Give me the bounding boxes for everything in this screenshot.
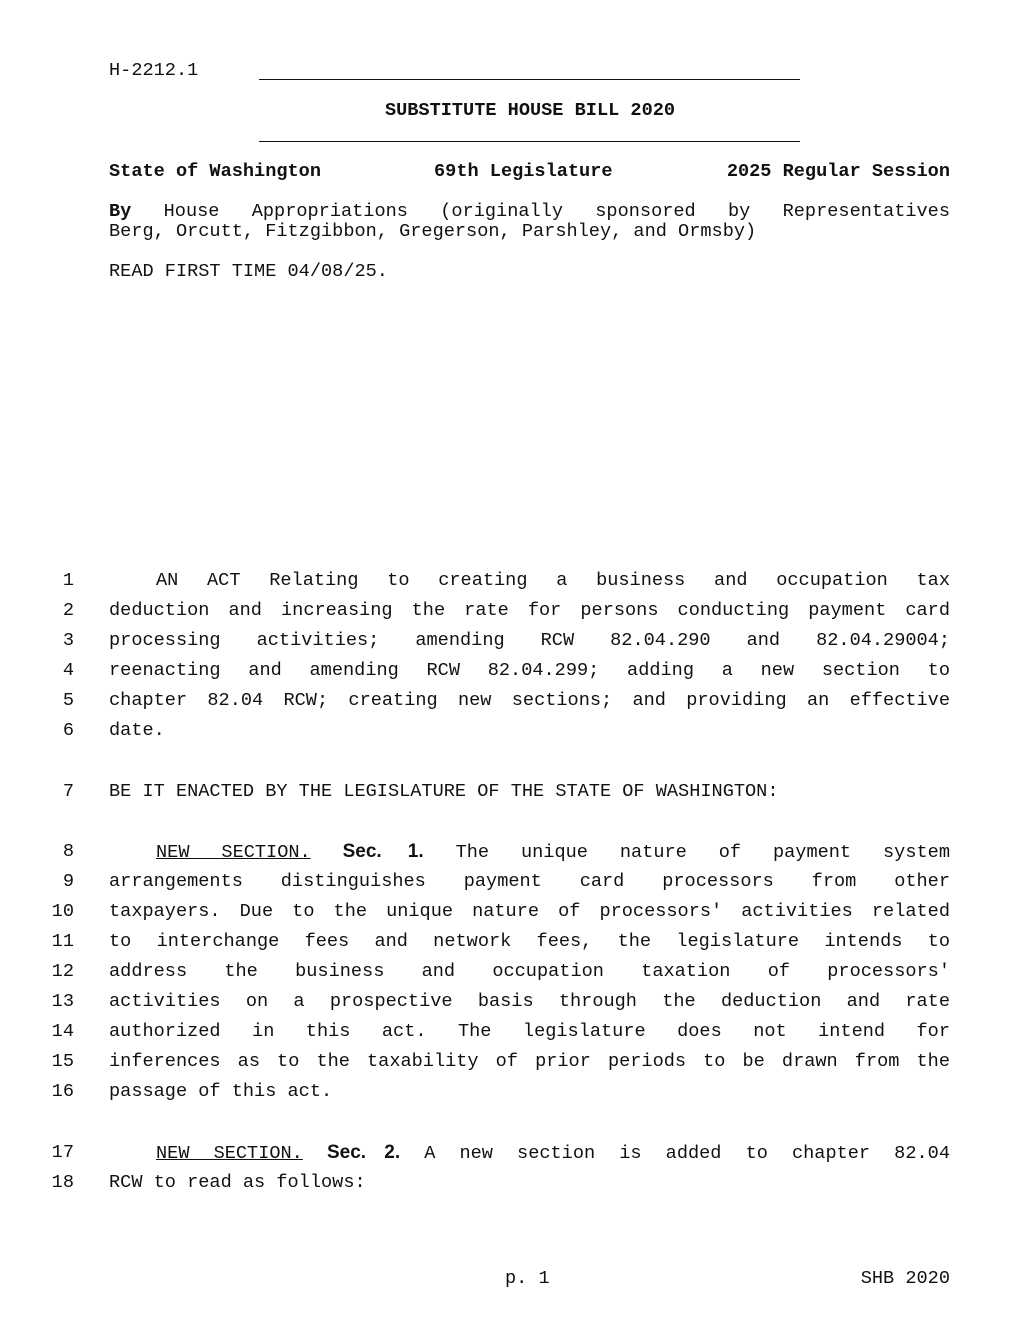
legislature-label: 69th Legislature xyxy=(434,161,613,182)
line-text: BE IT ENACTED BY THE LEGISLATURE OF THE STATE OF WASHINGTON: xyxy=(109,781,779,802)
line-number: 3 xyxy=(62,630,74,651)
bill-short-name: SHB 2020 xyxy=(860,1268,950,1289)
bill-line xyxy=(109,991,950,1012)
bill-line xyxy=(109,630,950,651)
state-label: State of Washington xyxy=(109,161,322,182)
page-number: p. 1 xyxy=(505,1268,550,1289)
line-text: address the business and occupation taxation of processors' xyxy=(109,961,950,982)
line-text: AN ACT Relating to creating a business and occupation tax xyxy=(156,570,950,591)
line-text: taxpayers. Due to the unique nature of processors' activities related xyxy=(109,901,950,922)
sponsors-line-2: Berg, Orcutt, Fitzgibbon, Gregerson, Parshley, and Ormsby) xyxy=(109,221,757,242)
line-number: 11 xyxy=(51,931,74,952)
bill-line xyxy=(109,1172,950,1193)
line-number: 2 xyxy=(62,600,74,621)
line-text: processing activities; amending RCW 82.04.290 and 82.04.29004; xyxy=(109,630,950,651)
line-text: reenacting and amending RCW 82.04.299; adding a new section to xyxy=(109,660,950,681)
section-number: Sec. 2. xyxy=(326,1142,401,1163)
line-number: 7 xyxy=(62,781,74,802)
line-text: activities on a prospective basis through the deduction and rate xyxy=(109,991,950,1012)
bill-line xyxy=(109,1142,950,1164)
line-text: authorized in this act. The legislature does not intend for xyxy=(109,1021,950,1042)
title-rule-top xyxy=(259,79,800,80)
line-text: arrangements distinguishes payment card processors from other xyxy=(109,871,950,892)
sponsors-line-1 xyxy=(109,201,950,222)
bill-line xyxy=(109,570,950,591)
bill-line xyxy=(109,600,950,621)
line-number: 1 xyxy=(62,570,74,591)
session-label: 2025 Regular Session xyxy=(726,161,950,182)
bill-line xyxy=(109,1081,950,1102)
line-text: A new section is added to chapter 82.04 xyxy=(424,1143,950,1164)
line-text: deduction and increasing the rate for persons conducting payment card xyxy=(109,600,950,621)
line-number: 18 xyxy=(51,1172,74,1193)
title-rule-bottom xyxy=(259,141,800,142)
line-number: 8 xyxy=(62,841,74,862)
bill-line xyxy=(109,841,950,863)
line-number: 16 xyxy=(51,1081,74,1102)
by-label: By xyxy=(109,201,132,222)
line-number: 14 xyxy=(51,1021,74,1042)
bill-line xyxy=(109,1021,950,1042)
bill-title: SUBSTITUTE HOUSE BILL 2020 xyxy=(384,100,676,121)
new-section-label: NEW SECTION. xyxy=(156,842,311,863)
line-number: 10 xyxy=(51,901,74,922)
line-number: 17 xyxy=(51,1142,74,1163)
line-number: 4 xyxy=(62,660,74,681)
sponsors-text-1: House Appropriations (originally sponsored by Representatives xyxy=(163,201,950,222)
bill-line xyxy=(109,931,950,952)
line-text: chapter 82.04 RCW; creating new sections; and providing an effective xyxy=(109,690,950,711)
bill-line xyxy=(109,961,950,982)
line-text: RCW to read as follows: xyxy=(109,1172,366,1193)
line-number: 13 xyxy=(51,991,74,1012)
section-number: Sec. 1. xyxy=(342,841,424,862)
bill-line xyxy=(109,901,950,922)
line-text: The unique nature of payment system xyxy=(455,842,950,863)
bill-line xyxy=(109,781,950,802)
bill-line xyxy=(109,1051,950,1072)
bill-line xyxy=(109,720,950,741)
read-first-time: READ FIRST TIME 04/08/25. xyxy=(109,261,388,282)
line-text: to interchange fees and network fees, the legislature intends to xyxy=(109,931,950,952)
line-text: date. xyxy=(109,720,165,741)
line-text: inferences as to the taxability of prior periods to be drawn from the xyxy=(109,1051,950,1072)
line-number: 9 xyxy=(62,871,74,892)
line-number: 6 xyxy=(62,720,74,741)
bill-line xyxy=(109,690,950,711)
line-number: 15 xyxy=(51,1051,74,1072)
bill-line xyxy=(109,660,950,681)
line-number: 5 xyxy=(62,690,74,711)
line-text: passage of this act. xyxy=(109,1081,333,1102)
line-number: 12 xyxy=(51,961,74,982)
bill-id: H-2212.1 xyxy=(109,60,199,81)
bill-line xyxy=(109,871,950,892)
new-section-label: NEW SECTION. xyxy=(156,1143,303,1164)
